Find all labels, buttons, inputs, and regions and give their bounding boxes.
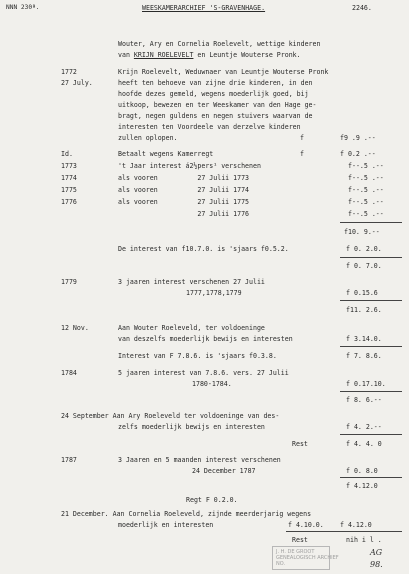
entry-text: zelfs moederlijk bewijs en interesten xyxy=(118,423,265,431)
entry-text: 't Jaar interest á2½pers¹ verschenen xyxy=(118,162,261,170)
entry-amount: f 4.12.0 xyxy=(340,521,372,529)
sum-amount: f11. 2.6. xyxy=(346,306,382,314)
sub-amount: f 0. 7.0. xyxy=(346,262,382,270)
entry-text: Aan Wouter Roeleveld, ter voldoeninge xyxy=(118,324,265,332)
stamp-line-1: J. H. DE GROOT xyxy=(276,549,315,555)
entry-date: Id. xyxy=(61,150,73,158)
entry-text: 3 Jaaren en 5 maanden interest verschenen xyxy=(118,456,281,464)
entry-date: 1787 xyxy=(61,456,77,464)
sum-rule xyxy=(340,222,402,223)
entry-text: 21 December. Aan Cornelia Roeleveld, zijnde meerderjarig wegens xyxy=(61,510,312,518)
entry-amount: f--.5 .-- xyxy=(348,162,384,170)
entry-amount: f 4. 2.-- xyxy=(346,423,382,431)
sum-amount: f10. 9.-- xyxy=(344,228,380,236)
entry-text: 24 December 1787 xyxy=(192,467,256,475)
entry-text: 24 September Aan Ary Roeleveld ter voldoeninge van des- xyxy=(61,412,280,420)
currency-f: f xyxy=(300,150,304,158)
entry-text: 27 Julii 1776 xyxy=(118,210,250,218)
entry-text: 1780-1784. xyxy=(192,380,232,388)
sum-amount: f 8. 6.-- xyxy=(346,396,382,404)
archive-ref: NNN 230ª. xyxy=(6,4,40,11)
archive-stamp xyxy=(272,546,339,570)
sum-rule xyxy=(340,257,402,258)
entry-text: van deszelfs moederlijk bewijs en interesten xyxy=(118,335,293,343)
interest-amount: f 0. 2.0. xyxy=(346,245,382,253)
entry-amount: f--.5 .-- xyxy=(348,174,384,182)
intro-line-1: Wouter, Ary en Cornelia Roelevelt, wettige kinderen xyxy=(118,40,321,48)
sum-rule xyxy=(340,300,402,301)
sum-rule xyxy=(340,477,402,478)
interest-amount: f 7. 8.6. xyxy=(346,352,382,360)
entry-text: bragt, negen guldens en negen stuivers waarvan de xyxy=(118,112,313,120)
intro-line-2-post: en Leuntje Wouterse Pronk. xyxy=(193,51,301,59)
entry-amount: f 0. 8.0 xyxy=(346,467,378,475)
entry-date: 1776 xyxy=(61,198,77,206)
currency-f: f xyxy=(300,134,304,142)
entry-text: Krijn Roelevelt, Weduwnaer van Leuntje Wouterse Pronk xyxy=(118,68,329,76)
entry-date: 1775 xyxy=(61,186,77,194)
entry-date: 12 Nov. xyxy=(61,324,89,332)
interest-line: Interest van F 7.8.6. is 'sjaars f0.3.8. xyxy=(118,352,277,360)
sum-amount: f 4.12.0 xyxy=(346,482,378,490)
entry-amount: f 0.17.10. xyxy=(346,380,386,388)
entry-text: interesten ten Voordeele van derzelve kinderen xyxy=(118,123,301,131)
entry-text: 1777,1778,1779 xyxy=(186,289,242,297)
entry-text: heeft ten behoeve van zijne drie kinderen, in den xyxy=(118,79,313,87)
entry-text: hoofde dezes gemeld, wegens moederlijk goed, bij xyxy=(118,90,309,98)
intro-name: KRIJN ROELEVELT xyxy=(133,51,194,59)
entry-text: als vooren 27 Julii 1773 xyxy=(118,174,250,182)
entry-amount: f--.5 .-- xyxy=(348,198,384,206)
entry-text: 5 jaaren interest van 7.8.6. vers. 27 Julii xyxy=(118,369,289,377)
entry-amount: f--.5 .-- xyxy=(348,210,384,218)
archive-title: WEESKAMERARCHIEF 'S-GRAVENHAGE. xyxy=(142,4,266,12)
stamp-line-3: NO. xyxy=(276,561,286,567)
entry-text: 3 jaaren interest verschenen 27 Julii xyxy=(118,278,265,286)
sum-rule xyxy=(340,434,402,435)
entry-text: uitkoop, bewezen en ter Weeskamer van den Hage ge- xyxy=(118,101,317,109)
page-number: 2246. xyxy=(352,4,372,12)
regt-line: Regt F 0.2.0. xyxy=(186,496,238,504)
sum-rule xyxy=(340,346,402,347)
interest-line: De interest van f10.7.0. is 'sjaars f0.5.2. xyxy=(118,245,289,253)
entry-text: Betaalt wegens Kamerregt xyxy=(118,150,214,158)
entry-date: 1784 xyxy=(61,369,77,377)
entry-amount: f 0.2 .-- xyxy=(340,150,376,158)
entry-amount: f--.5 .-- xyxy=(348,186,384,194)
handwritten-note-2: 98. xyxy=(370,560,383,569)
rest-amount: f 4. 4. 0 xyxy=(346,440,382,448)
intro-line-2-pre: van xyxy=(118,51,134,59)
entry-amount: f 4.10.0. xyxy=(288,521,324,529)
entry-amount: f9 .9 .-- xyxy=(340,134,376,142)
sum-rule xyxy=(286,531,402,532)
entry-date: 27 July. xyxy=(61,79,93,87)
handwritten-note-1: AG xyxy=(370,548,383,557)
sum-rule xyxy=(340,391,402,392)
intro-line-2 xyxy=(118,51,301,59)
entry-text: moederlijk en interesten xyxy=(118,521,214,529)
rest-label: Rest xyxy=(292,440,308,448)
stamp-line-2: GENEALOGISCH ARCHIEF xyxy=(276,555,339,561)
entry-date: 1779 xyxy=(61,278,77,286)
entry-amount: f 0.15.6 xyxy=(346,289,378,297)
entry-amount: f 3.14.0. xyxy=(346,335,382,343)
entry-date: 1774 xyxy=(61,174,77,182)
rest-label: Rest xyxy=(292,536,308,544)
entry-text: als vooren 27 Julii 1775 xyxy=(118,198,250,206)
entry-date: 1772 xyxy=(61,68,77,76)
entry-text: als vooren 27 Julii 1774 xyxy=(118,186,250,194)
rest-amount: nih i l . xyxy=(346,536,382,544)
entry-text: zullen oplopen. xyxy=(118,134,178,142)
entry-date: 1773 xyxy=(61,162,77,170)
